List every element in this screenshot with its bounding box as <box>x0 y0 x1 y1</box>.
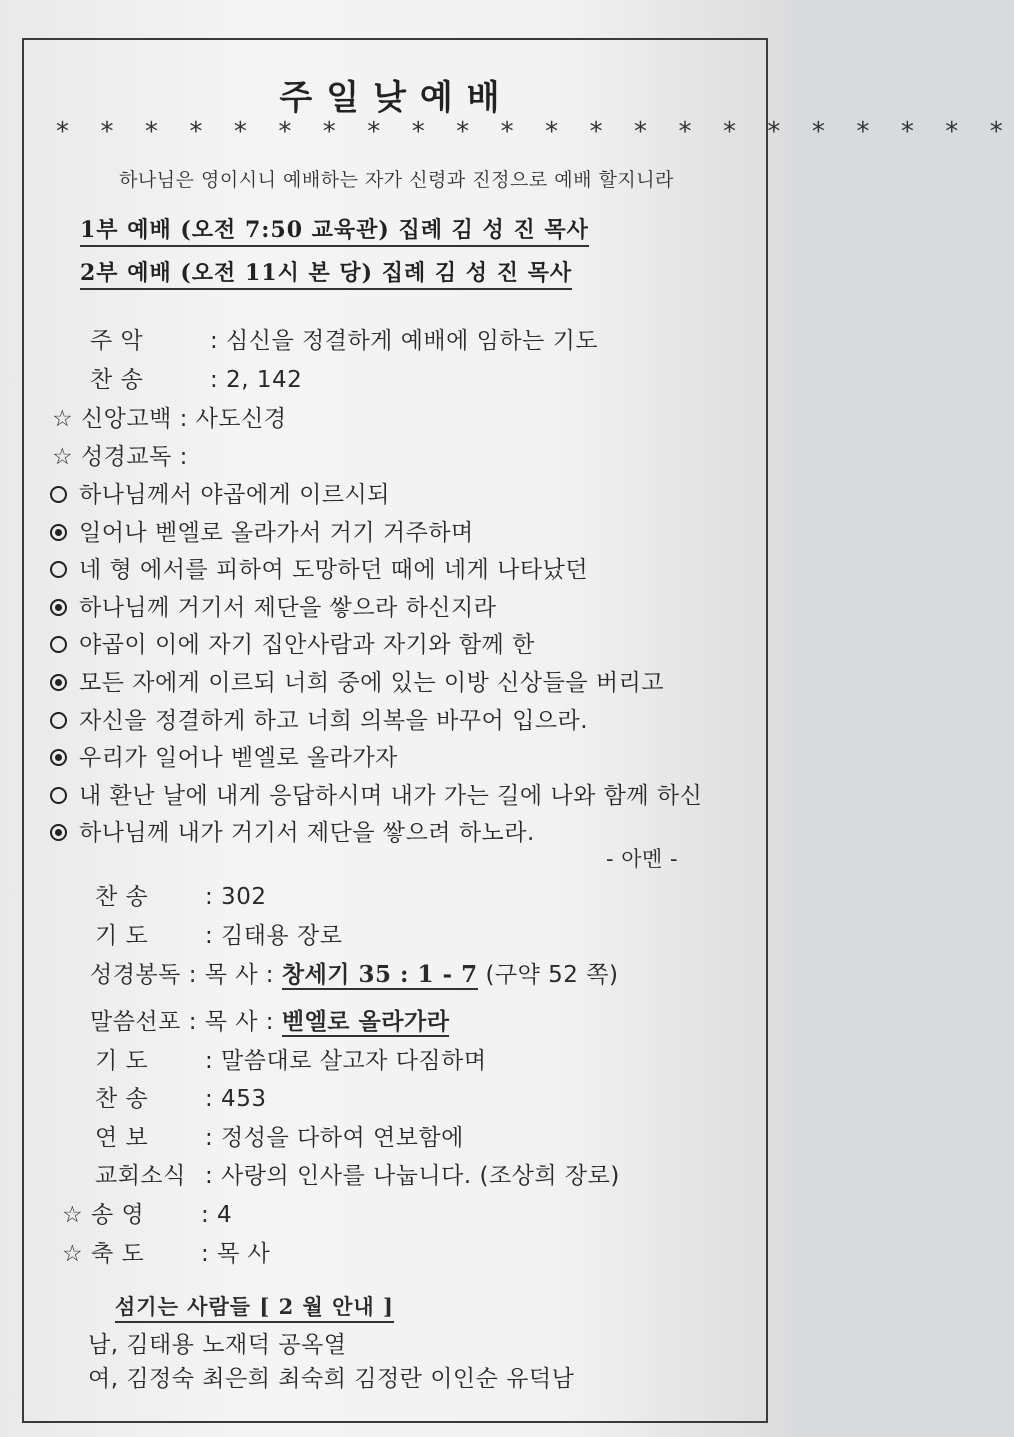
order-creed <box>52 400 287 433</box>
empty-circle-icon <box>50 712 67 729</box>
empty-circle-icon <box>50 486 67 503</box>
empty-circle-icon <box>50 787 67 804</box>
amen-text: - 아멘 - <box>606 847 679 871</box>
order-responsive-reading <box>52 438 188 471</box>
filled-circle-icon <box>50 599 67 616</box>
order-prelude <box>90 322 598 355</box>
order-value: : 목 사 : <box>188 962 275 988</box>
service-2-info: 2부 예배 (오전 11시 본 당) 집례 김 성 진 목사 <box>80 256 572 290</box>
order-label: 성경봉독 <box>90 962 181 988</box>
star-icon: ☆ <box>62 1202 84 1228</box>
reading-line <box>50 476 390 509</box>
order-label: 주 악 <box>90 328 144 354</box>
order-offering <box>95 1119 464 1152</box>
reading-text: 네 형 에서를 피하여 도망하던 때에 네게 나타났던 <box>79 557 589 584</box>
servants-men: 남, 김태용 노재덕 공옥열 <box>88 1332 347 1358</box>
order-value: : 김태용 장로 <box>205 923 343 949</box>
order-value: : 심신을 정결하게 예배에 임하는 기도 <box>210 328 599 354</box>
order-value: : 4 <box>200 1202 233 1228</box>
order-value: : 사도신경 <box>179 406 287 432</box>
reading-text: 우리가 일어나 벧엘로 올라가자 <box>79 745 398 772</box>
order-value: : 453 <box>205 1086 267 1112</box>
order-hymn-opening <box>90 361 302 394</box>
scripture-verse: 하나님은 영이시니 예배하는 자가 신령과 진정으로 예배 할지니라 <box>119 169 674 191</box>
reading-line <box>50 626 535 659</box>
reading-line <box>50 664 664 697</box>
order-value: : 목 사 : <box>188 1009 275 1035</box>
reading-text: 자신을 정결하게 하고 너희 의복을 바꾸어 입으라. <box>79 707 589 734</box>
sermon-title: 벧엘로 올라가라 <box>281 1008 450 1035</box>
star-icon: ☆ <box>52 406 74 432</box>
reading-line <box>50 814 535 847</box>
star-icon: ☆ <box>62 1241 84 1267</box>
reading-line <box>50 739 398 772</box>
order-value: : 사랑의 인사를 나눕니다. (조상희 장로) <box>205 1163 620 1189</box>
scripture-page: (구약 52 쪽) <box>485 962 619 988</box>
star-icon: ☆ <box>52 444 74 470</box>
empty-circle-icon <box>50 561 67 578</box>
order-prayer <box>95 917 342 950</box>
star-divider: * * * * * * * * * * * * * * * * * * * * * * <box>56 117 1014 147</box>
servants-heading: 섬기는 사람들 [ 2 월 안내 ] <box>115 1291 394 1323</box>
order-label: 찬 송 <box>95 884 149 910</box>
order-sermon <box>90 1003 449 1036</box>
order-label: 성경교독 <box>80 444 172 470</box>
order-benediction <box>62 1235 270 1268</box>
empty-circle-icon <box>50 636 67 653</box>
order-label: 신앙고백 <box>80 406 172 432</box>
reading-line <box>50 702 588 735</box>
order-value: : 정성을 다하여 연보함에 <box>205 1125 464 1151</box>
reading-text: 야곱이 이에 자기 집안사람과 자기와 함께 한 <box>79 632 535 659</box>
order-label: 송 영 <box>90 1202 145 1228</box>
order-church-news <box>95 1157 620 1190</box>
reading-line <box>50 589 496 622</box>
reading-text: 일어나 벧엘로 올라가서 거기 거주하며 <box>79 519 474 546</box>
filled-circle-icon <box>50 824 67 841</box>
order-scripture-reading <box>90 956 618 989</box>
order-label: 기 도 <box>95 923 149 949</box>
filled-circle-icon <box>50 524 67 541</box>
order-label: 찬 송 <box>95 1086 149 1112</box>
reading-text: 내 환난 날에 내게 응답하시며 내가 가는 길에 나와 함께 하신 <box>79 782 703 809</box>
order-hymn-3 <box>95 1080 266 1113</box>
order-value: : <box>179 444 188 470</box>
order-hymn-2 <box>95 878 266 911</box>
service-1-info: 1부 예배 (오전 7:50 교육관) 집례 김 성 진 목사 <box>80 213 589 247</box>
filled-circle-icon <box>50 749 67 766</box>
order-label: 말씀선포 <box>90 1009 181 1035</box>
order-prayer-2 <box>95 1042 487 1075</box>
order-label: 찬 송 <box>90 367 144 393</box>
order-label: 기 도 <box>95 1048 149 1074</box>
reading-text: 모든 자에게 이르되 너희 중에 있는 이방 신상들을 버리고 <box>79 670 665 696</box>
servants-women: 여, 김정숙 최은희 최숙희 김정란 이인순 유덕남 <box>88 1366 575 1392</box>
order-value: : 2, 142 <box>210 367 303 393</box>
scripture-reference: 창세기 35 : 1 - 7 <box>281 961 478 988</box>
reading-text: 하나님께 내가 거기서 제단을 쌓으려 하노라. <box>79 820 535 847</box>
reading-line <box>50 551 588 584</box>
page-title: 주일낮예배 <box>279 78 514 118</box>
order-label: 교회소식 <box>95 1163 186 1189</box>
order-value: : 말씀대로 살고자 다짐하며 <box>205 1048 487 1074</box>
order-value: : 302 <box>205 884 267 910</box>
reading-line <box>50 514 474 547</box>
order-label: 축 도 <box>90 1241 145 1267</box>
order-label: 연 보 <box>95 1125 149 1151</box>
order-doxology <box>62 1196 232 1229</box>
reading-text: 하나님께 거기서 제단을 쌓으라 하신지라 <box>79 594 497 621</box>
reading-line <box>50 777 702 810</box>
reading-text: 하나님께서 야곱에게 이르시되 <box>79 482 390 508</box>
order-value: : 목 사 <box>200 1241 271 1267</box>
filled-circle-icon <box>50 674 67 691</box>
